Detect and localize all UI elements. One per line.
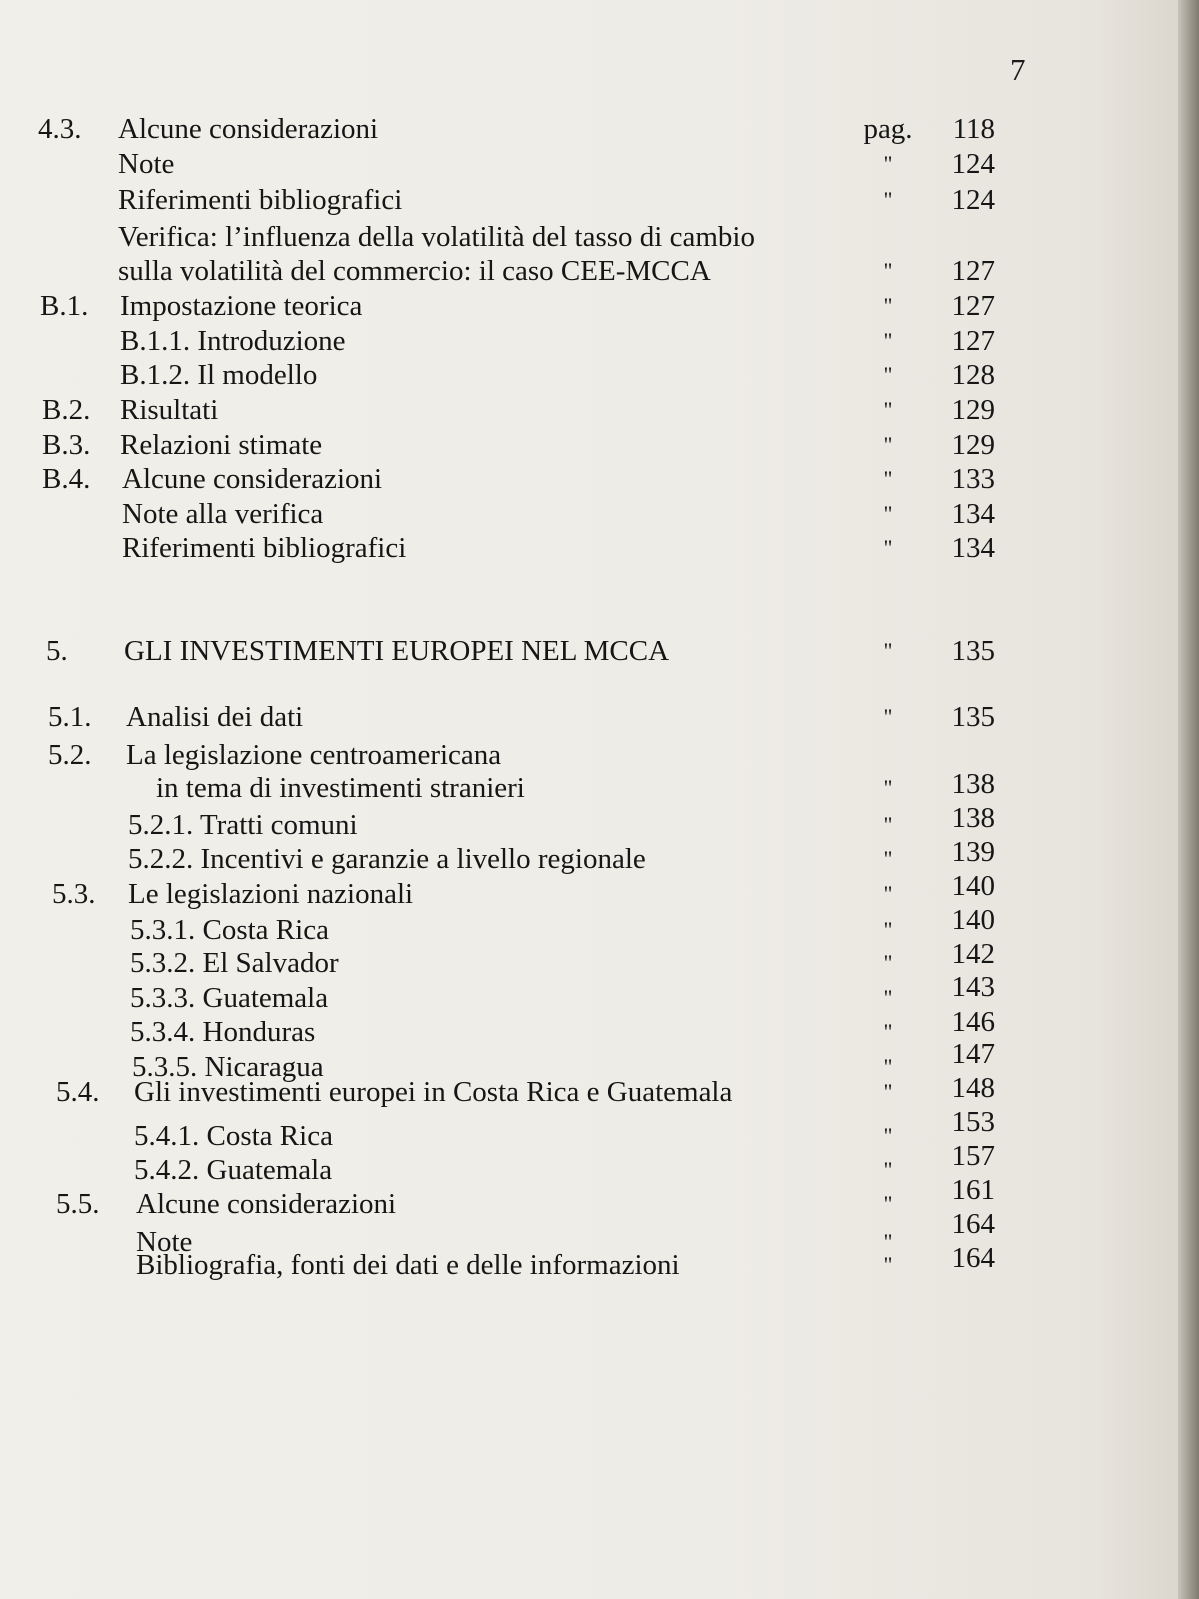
toc-entry-page: 127 <box>951 255 995 287</box>
toc-entry-number: 4.3. <box>38 113 82 145</box>
toc-entry <box>0 358 1060 392</box>
toc-entry <box>0 324 1060 358</box>
toc-entry <box>0 1174 1060 1221</box>
toc-entry-page: 118 <box>952 113 995 145</box>
toc-entry-title: B.1.2. Il modello <box>120 359 318 391</box>
toc-entry-page: 164 <box>951 1242 995 1274</box>
toc-entry <box>0 220 1060 254</box>
page-edge-shadow <box>1178 0 1199 1599</box>
toc-entry-title: Relazioni stimate <box>120 429 323 461</box>
toc-entry-page-prefix: " <box>883 151 893 176</box>
toc-entry-page-prefix: " <box>883 535 893 560</box>
toc-entry-title: Alcune considerazioni <box>118 113 379 145</box>
toc-entry-page: 147 <box>951 1038 995 1070</box>
toc-entry <box>0 428 1060 462</box>
toc-entry-title: 5.2.2. Incentivi e garanzie a livello regionale <box>128 843 646 875</box>
toc-entry-page-prefix: " <box>883 812 893 837</box>
toc-entry-page: 140 <box>951 904 995 936</box>
toc-entry-page-prefix: " <box>883 704 893 729</box>
toc-entry <box>0 634 1060 668</box>
toc-entry-page: 133 <box>951 463 995 495</box>
toc-entry-title: Le legislazioni nazionali <box>128 878 414 910</box>
toc-entry-page: 143 <box>951 971 995 1003</box>
toc-entry-page: 146 <box>951 1006 995 1038</box>
toc-entry-title: Analisi dei dati <box>126 701 304 733</box>
toc-entry <box>0 700 1060 734</box>
toc-entry-title: Note <box>118 148 175 180</box>
toc-entry-page: 128 <box>951 359 995 391</box>
toc-entry-title: B.1.1. Introduzione <box>120 325 346 357</box>
toc-entry-page-prefix: " <box>883 1079 893 1104</box>
toc-entry-page-prefix: " <box>883 917 893 942</box>
toc-entry-page: 138 <box>951 802 995 834</box>
toc-entry-page-prefix: " <box>883 1054 893 1079</box>
toc-entry <box>0 768 1060 805</box>
toc-entry <box>0 254 1060 288</box>
toc-entry-page-prefix: " <box>883 397 893 422</box>
toc-entry-title: Alcune considerazioni <box>136 1188 397 1220</box>
toc-entry-number: 5.2. <box>48 739 92 771</box>
toc-entry-page-prefix: " <box>883 1157 893 1182</box>
toc-entry-page: 127 <box>951 290 995 322</box>
toc-entry-title: Verifica: l’influenza della volatilità del tasso di cambio <box>118 221 755 253</box>
toc-entry <box>0 1006 1060 1049</box>
toc-entry-title: Gli investimenti europei in Costa Rica e Guatemala <box>134 1076 733 1108</box>
toc-entry-title: 5.3.2. El Salvador <box>130 947 339 979</box>
toc-entry-number: B.2. <box>42 394 91 426</box>
toc-entry <box>0 289 1060 323</box>
toc-entry-page-prefix: " <box>883 1229 893 1254</box>
toc-entry-page-prefix: " <box>883 775 893 800</box>
toc-entry-title: Note alla verifica <box>122 498 324 530</box>
toc-entry-number: 5.5. <box>56 1188 100 1220</box>
toc-entry-page: 148 <box>951 1072 995 1104</box>
toc-entry-title: Riferimenti bibliografici <box>122 532 407 564</box>
toc-entry-page: 129 <box>951 394 995 426</box>
toc-entry-title: 5.3.1. Costa Rica <box>130 914 329 946</box>
toc-entry-page: 124 <box>951 184 995 216</box>
toc-entry-page-prefix: " <box>883 187 893 212</box>
toc-entry-title: Impostazione teorica <box>120 290 363 322</box>
toc-entry-page: 140 <box>951 870 995 902</box>
toc-entry-page: 164 <box>951 1208 995 1240</box>
toc-entry-number: 5.1. <box>48 701 92 733</box>
toc-entry-title: 5.4.2. Guatemala <box>134 1154 333 1186</box>
toc-entry <box>0 870 1060 911</box>
toc-entry <box>0 497 1060 531</box>
toc-entry-page: 142 <box>951 938 995 970</box>
toc-entry-page-prefix: " <box>883 1252 893 1277</box>
toc-entry-page: 138 <box>951 768 995 800</box>
toc-entry-title: Note <box>136 1226 193 1258</box>
toc-entry-page-prefix: " <box>883 362 893 387</box>
toc-entry-page-prefix: " <box>883 466 893 491</box>
toc-entry-title: GLI INVESTIMENTI EUROPEI NEL MCCA <box>124 635 670 667</box>
page-number: 7 <box>1010 52 1026 87</box>
toc-entry-page-prefix: " <box>883 432 893 457</box>
toc-entry <box>0 938 1060 980</box>
toc-entry-page: 135 <box>951 635 995 667</box>
toc-entry <box>0 1106 1060 1153</box>
toc-entry-page-prefix: " <box>883 881 893 906</box>
toc-entry-page: 134 <box>951 498 995 530</box>
toc-entry <box>0 393 1060 427</box>
toc-entry-page: 157 <box>951 1140 995 1172</box>
toc-entry-number: 5.4. <box>56 1076 100 1108</box>
toc-entry <box>0 1072 1060 1109</box>
toc-entry-title: La legislazione centroamericana <box>126 739 502 771</box>
toc-entry-title: 5.3.3. Guatemala <box>130 982 329 1014</box>
toc-entry-number: B.1. <box>40 290 89 322</box>
toc-entry-title: 5.2.1. Tratti comuni <box>128 809 358 841</box>
toc-entry <box>0 183 1060 217</box>
toc-entry-page: 161 <box>951 1174 995 1206</box>
toc-entry-title: 5.3.4. Honduras <box>130 1016 316 1048</box>
toc-entry-title: 5.3.5. Nicaragua <box>132 1051 324 1083</box>
toc-entry <box>0 904 1060 947</box>
toc-entry <box>0 462 1060 496</box>
toc-entry-title: Riferimenti bibliografici <box>118 184 403 216</box>
toc-entry-page-prefix: " <box>883 1123 893 1148</box>
toc-entry-page: 153 <box>951 1106 995 1138</box>
toc-entry-title: Risultati <box>120 394 219 426</box>
toc-entry-page: 139 <box>951 836 995 868</box>
toc-entry-page: 127 <box>951 325 995 357</box>
toc-entry <box>0 147 1060 181</box>
toc-entry <box>0 738 1060 772</box>
toc-entry-title: Alcune considerazioni <box>122 463 383 495</box>
toc-entry-page-prefix: " <box>883 846 893 871</box>
toc-entry-page-prefix: " <box>883 1191 893 1216</box>
toc-entry-page-prefix: " <box>883 328 893 353</box>
toc-entry <box>0 112 1060 146</box>
toc-entry <box>0 971 1060 1015</box>
toc-entry-title: sulla volatilità del commercio: il caso CEE-MCCA <box>118 255 711 287</box>
toc-entry <box>0 531 1060 565</box>
toc-entry-page: 129 <box>951 429 995 461</box>
toc-entry <box>0 802 1060 842</box>
toc-entry-page-prefix: " <box>883 950 893 975</box>
toc-entry-title: Bibliografia, fonti dei dati e delle informazioni <box>136 1249 680 1281</box>
toc-entry-page-prefix: pag. <box>863 113 913 145</box>
toc-entry-page-prefix: " <box>883 501 893 526</box>
toc-entry-page-prefix: " <box>883 985 893 1010</box>
toc-entry <box>0 1140 1060 1187</box>
toc-entry-number: B.4. <box>42 463 91 495</box>
toc-entry-page-prefix: " <box>883 638 893 663</box>
toc-entry-title: 5.4.1. Costa Rica <box>134 1120 333 1152</box>
toc-entry-title: in tema di investimenti stranieri <box>156 772 525 804</box>
toc-entry-number: 5. <box>46 635 68 667</box>
toc-entry-number: 5.3. <box>52 878 96 910</box>
toc-entry-page-prefix: " <box>883 258 893 283</box>
toc-entry-page-prefix: " <box>883 293 893 318</box>
toc-entry-number: B.3. <box>42 429 91 461</box>
toc-entry-page: 135 <box>951 701 995 733</box>
toc-entry-page-prefix: " <box>883 1019 893 1044</box>
toc-entry-page: 124 <box>951 148 995 180</box>
toc-entry <box>0 836 1060 876</box>
toc-entry-page: 134 <box>951 532 995 564</box>
